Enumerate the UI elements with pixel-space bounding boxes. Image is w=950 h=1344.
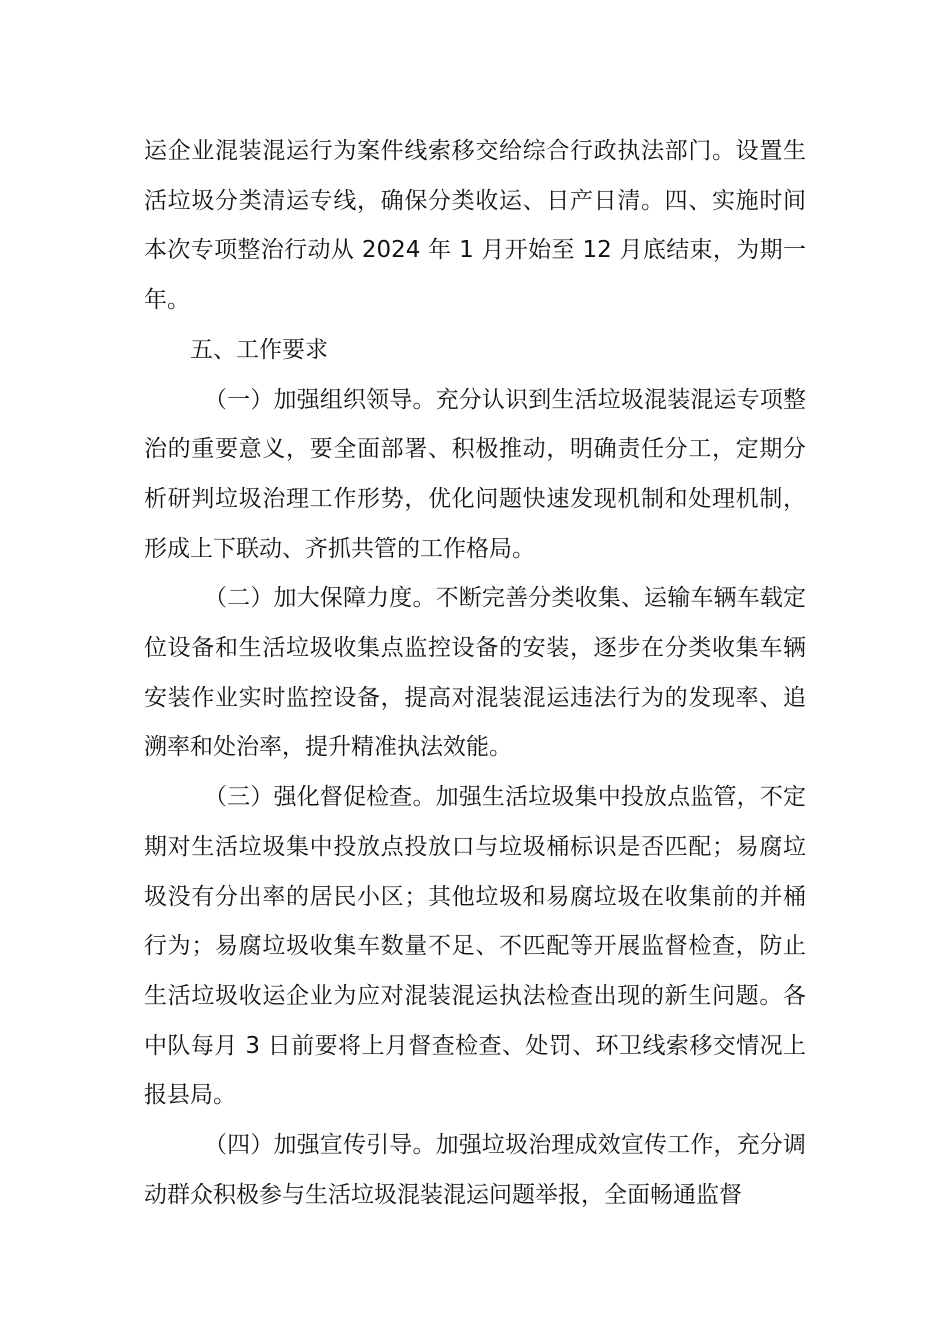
paragraph-item-1: （一）加强组织领导。充分认识到生活垃圾混装混运专项整治的重要意义，要全面部署、积极推动，明确责任分工，定期分析研判垃圾治理工作形势，优化问题快速发现机制和处理机制，形成上下联动、齐抓共管的工作格局。 xyxy=(144,386,806,562)
paragraph-item-3: （三）强化督促检查。加强生活垃圾集中投放点监管，不定期对生活垃圾集中投放点投放口与垃圾桶标识是否匹配；易腐垃圾没有分出率的居民小区；其他垃圾和易腐垃圾在收集前的并桶行为；易腐垃圾收集车数量不足、不匹配等开展监督检查，防止生活垃圾收运企业为应对混装混运执法检查出现的新生问题。各中队每月 3 日前要将上月督查检查、处罚、环卫线索移交情况上报县局。 xyxy=(144,784,806,1109)
document-body xyxy=(144,127,806,1220)
section-heading-work-requirements: 五、工作要求 xyxy=(190,336,328,363)
paragraph-item-4: （四）加强宣传引导。加强垃圾治理成效宣传工作，充分调动群众积极参与生活垃圾混装混运问题举报，全面畅通监督 xyxy=(144,1132,806,1208)
paragraph-continuation: 运企业混装混运行为案件线索移交给综合行政执法部门。设置生活垃圾分类清运专线，确保分类收运、日产日清。四、实施时间本次专项整治行动从 2024 年 1 月开始至 12 月底结束，为期一年。 xyxy=(144,138,806,314)
paragraph-item-2: （二）加大保障力度。不断完善分类收集、运输车辆车载定位设备和生活垃圾收集点监控设备的安装，逐步在分类收集车辆安装作业实时监控设备，提高对混装混运违法行为的发现率、追溯率和处治率，提升精准执法效能。 xyxy=(144,585,806,761)
